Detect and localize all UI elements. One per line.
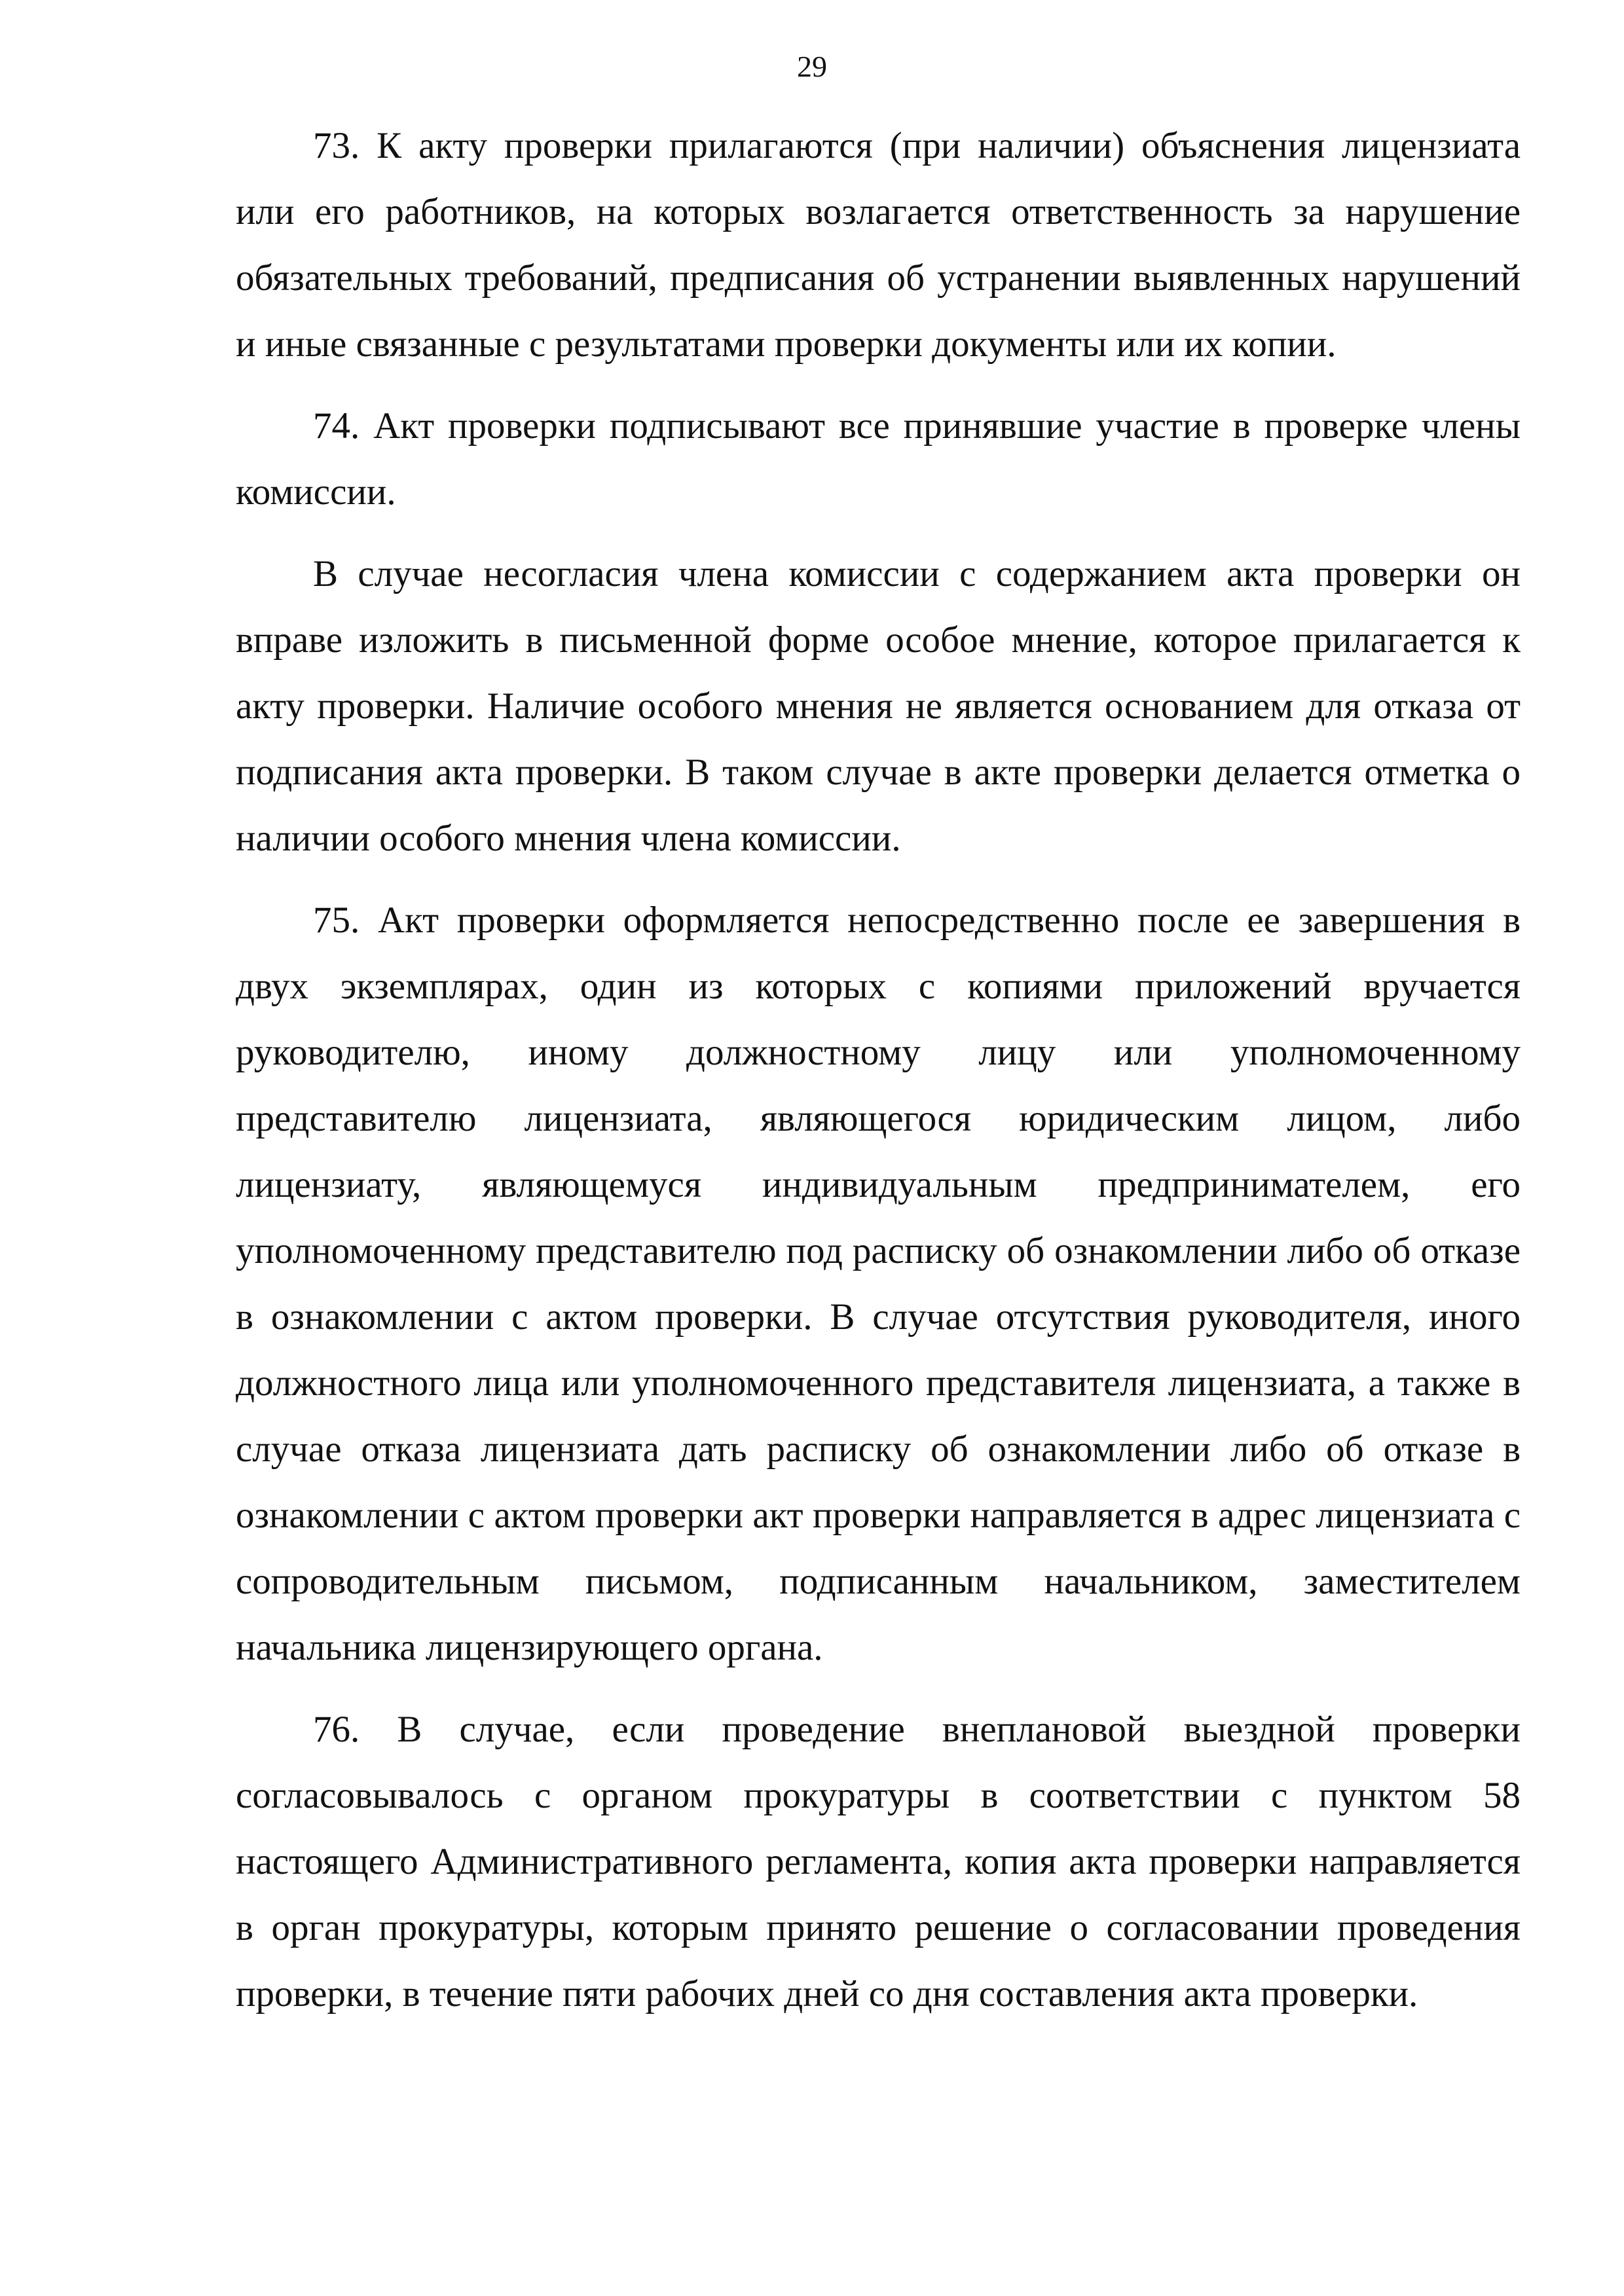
document-body [236,113,1521,2043]
paragraph-74-dissent: В случае несогласия члена комиссии с содержанием акта проверки он вправе изложить в письменной форме особое мнение, которое прилагается к акту проверки. Наличие особого мнения не является основанием для отказа от подписания акта проверки. В таком случае в акте проверки делается отметка о наличии особого мнения члена комиссии. [236,553,1521,859]
paragraph-76: 76. В случае, если проведение внеплановой выездной проверки согласовывалось с органом прокуратуры в соответствии с пунктом 58 настоящего Административного регламента, копия акта проверки направляется в орган прокуратуры, которым принято решение о согласовании проведения проверки, в течение пяти рабочих дней со дня составления акта проверки. [236,1709,1521,2014]
paragraph-73: 73. К акту проверки прилагаются (при наличии) объяснения лицензиата или его работников, на которых возлагается ответственность за нарушение обязательных требований, предписания об устранении выявленных нарушений и иные связанные с результатами проверки документы или их копии. [236,125,1521,365]
paragraph-75: 75. Акт проверки оформляется непосредственно после ее завершения в двух экземплярах, один из которых с копиями приложений вручается руководителю, иному должностному лицу или уполномоченному представителю лицензиата, являющегося юридическим лицом, либо лицензиату, являющемуся индивидуальным предпринимателем, его уполномоченному представителю под расписку об ознакомлении либо об отказе в ознакомлении с актом проверки. В случае отсутствия руководителя, иного должностного лица или уполномоченного представителя лицензиата, а также в случае отказа лицензиата дать расписку об ознакомлении либо об отказе в ознакомлении с актом проверки акт проверки направляется в адрес лицензиата с сопроводительным письмом, подписанным начальником, заместителем начальника лицензирующего органа. [236,900,1521,1668]
page-number: 29 [797,50,827,83]
paragraph-74: 74. Акт проверки подписывают все принявшие участие в проверке члены комиссии. [236,405,1521,513]
